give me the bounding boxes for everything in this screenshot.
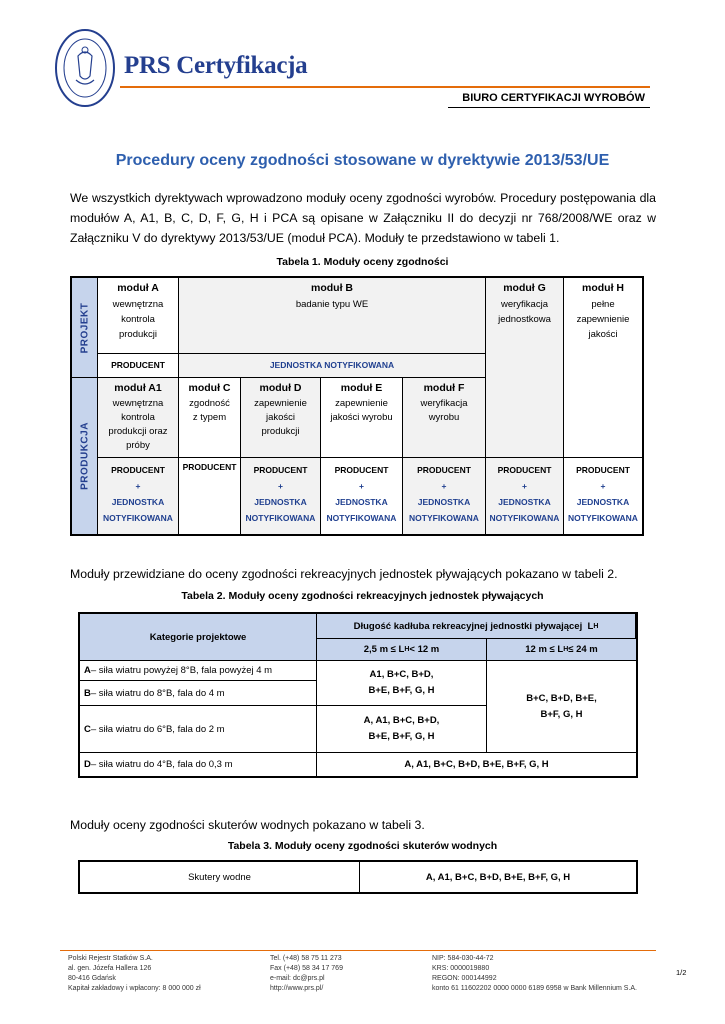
jet-ski-modules: A, A1, B+C, B+D, B+E, B+F, G, H: [425, 871, 571, 883]
g-who: PRODUCENT + JEDNOSTKA NOTYFIKOWANA: [486, 458, 564, 534]
intro-paragraph: We wszystkich dyrektywach wprowadzono moduły oceny zgodności wyrobów. Procedury postępowania dla modułów A, A1, B, C, D, F, G, H i PCA są opisane w Załączniku II do decyzji nr 768/2008/WE oraz w Załączniku V do dyrektywy 2013/53/UE (moduł PCA). Moduły te przedstawiono w tabeli 1.: [70, 191, 656, 245]
table3-caption: Tabela 3. Moduły oceny zgodności skuterów wodnych: [227, 840, 498, 852]
module-e-cell: moduł E zapewnienie jakości wyrobu: [321, 378, 403, 458]
projekt-label: PROJEKT: [72, 278, 98, 378]
table2: [78, 612, 638, 778]
module-a1-cell: moduł A1 wewnętrzna kontrola produkcji oraz próby: [98, 378, 179, 458]
footer-company: Polski Rejestr Statków S.A. al. gen. Józefa Hallera 126 80-416 Gdańsk Kapitał zakładowy i wpłacony: 8 000 000 zł: [68, 955, 201, 992]
footer-contact: Tel. (+48) 58 75 11 273 Fax (+48) 58 34 17 769 e-mail: dc@prs.pl http://www.prs.pl/: [270, 955, 343, 992]
paragraph-2: Moduły przewidziane do oceny zgodności rekreacyjnych jednostek pływających pokazano w tabeli 2.: [70, 567, 618, 581]
paragraph-3: Moduły oceny zgodności skuterów wodnych pokazano w tabeli 3.: [70, 818, 425, 832]
category-b-row: B – siła wiatru do 8°B, fala do 4 m: [80, 681, 317, 706]
module-f-cell: moduł F weryfikacja wyrobu: [403, 378, 486, 458]
table3: [78, 860, 638, 894]
prs-seal-logo: [54, 28, 116, 108]
jet-ski-label: Skutery wodne: [80, 862, 360, 892]
category-a-row: A – siła wiatru powyżej 8°B, fala powyżej 4 m: [80, 661, 317, 681]
module-c-cell: moduł C zgodność z typem: [179, 378, 241, 458]
length-header: Długość kadłuba rekreacyjnej jednostki pływającej L H: [317, 614, 636, 639]
e-who: PRODUCENT + JEDNOSTKA NOTYFIKOWANA: [321, 458, 403, 534]
range-large-header: 12 m ≤ L H ≤ 24 m: [487, 639, 636, 661]
brand-name: PRS Certyfikacja: [124, 52, 308, 79]
a1-who: PRODUCENT + JEDNOSTKA NOTYFIKOWANA: [98, 458, 179, 534]
module-a-cell: moduł A wewnętrzna kontrola produkcji: [98, 278, 179, 354]
categories-header: Kategorie projektowe: [80, 614, 317, 661]
page-title: Procedury oceny zgodności stosowane w dyrektywie 2013/53/UE: [115, 152, 610, 169]
page-number: 1/2: [676, 968, 687, 977]
category-d-row: D – siła wiatru do 4°B, fala do 0,3 m: [80, 753, 317, 776]
department-rule: [448, 107, 650, 108]
category-c-row: C – siła wiatru do 6°B, fala do 2 m: [80, 706, 317, 753]
module-a-producent: PRODUCENT: [98, 354, 179, 378]
c-small-modules: A, A1, B+C, B+D, B+E, B+F, G, H: [317, 706, 487, 753]
range-small-header: 2,5 m ≤ L H < 12 m: [317, 639, 487, 661]
module-h-cell: moduł H pełne zapewnienie jakości: [564, 278, 642, 458]
module-b-cell: moduł B badanie typu WE: [179, 278, 486, 354]
module-d-cell: moduł D zapewnienie jakości produkcji: [241, 378, 321, 458]
table1: [70, 276, 644, 536]
footer-rule: [60, 950, 656, 951]
c-who: PRODUCENT: [179, 458, 241, 534]
d-all-modules: A, A1, B+C, B+D, B+E, B+F, G, H: [404, 759, 549, 770]
f-who: PRODUCENT + JEDNOSTKA NOTYFIKOWANA: [403, 458, 486, 534]
header-rule: [120, 86, 650, 88]
produkcja-label: PRODUKCJA: [72, 378, 98, 534]
table1-caption: Tabela 1. Moduły oceny zgodności: [276, 256, 449, 268]
department-title: BIURO CERTYFIKACJI WYROBÓW: [462, 92, 645, 104]
h-who: PRODUCENT + JEDNOSTKA NOTYFIKOWANA: [568, 465, 638, 523]
module-g-cell: moduł G weryfikacja jednostkowa: [486, 278, 564, 458]
abc-large-modules: B+C, B+D, B+E, B+F, G, H: [487, 661, 636, 753]
d-who: PRODUCENT + JEDNOSTKA NOTYFIKOWANA: [241, 458, 321, 534]
module-b-jednostka: JEDNOSTKA NOTYFIKOWANA: [179, 354, 486, 378]
footer-registry: NIP: 584-030-44-72 KRS: 0000019880 REGON: 000144992 konto 61 11602202 0000 0000 6189 6958 w Bank Millennium S.A.: [432, 955, 637, 992]
table2-caption: Tabela 2. Moduły oceny zgodności rekreacyjnych jednostek pływających: [181, 590, 544, 602]
ab-small-modules: A1, B+C, B+D, B+E, B+F, G, H: [317, 661, 487, 706]
